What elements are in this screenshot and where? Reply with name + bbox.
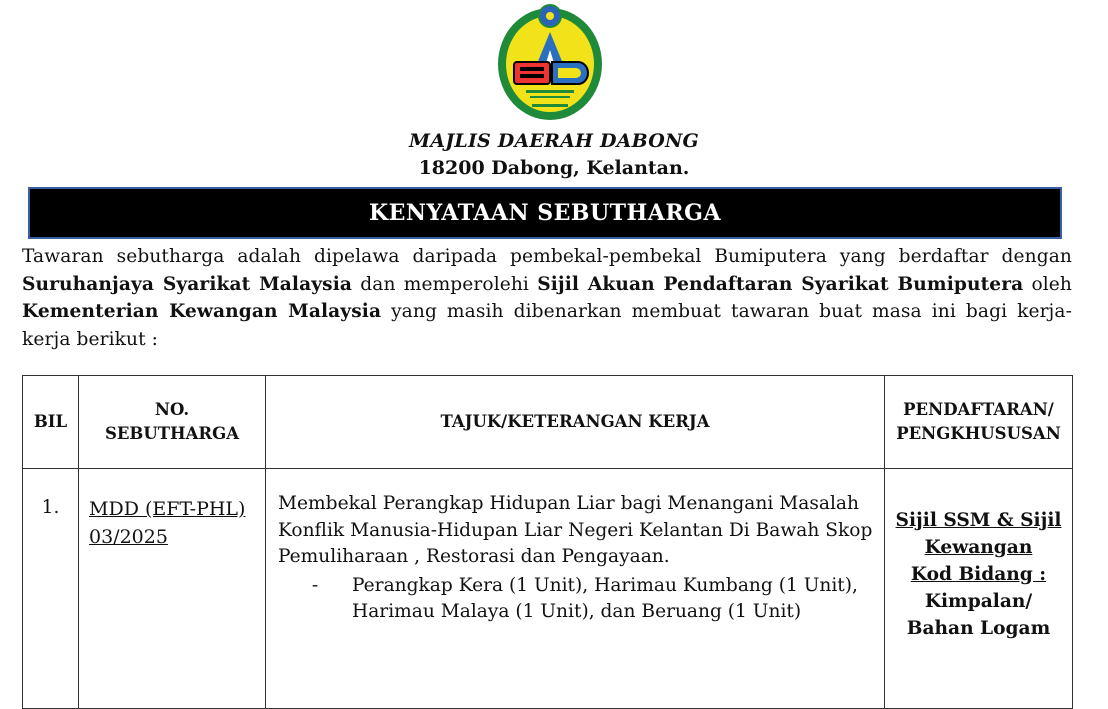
quotation-table — [22, 375, 1073, 709]
quotation-number-line[interactable]: 03/2025 — [89, 526, 168, 548]
intro-bold-ssm: Suruhanjaya Syarikat Malaysia — [22, 273, 353, 295]
description-bullet — [278, 573, 876, 626]
registration-line: Sijil SSM & Sijil — [895, 510, 1062, 531]
intro-text: Tawaran sebutharga adalah dipelawa daripada pembekal-pembekal Bumiputera yang berdaftar dengan — [22, 246, 1072, 267]
registration-line: Kimpalan/ — [924, 591, 1033, 612]
banner-title: KENYATAAN SEBUTHARGA — [368, 200, 722, 226]
table-header-row — [23, 376, 1073, 469]
registration-line: Bahan Logam — [906, 618, 1051, 639]
col-header-no-line: SEBUTHARGA — [104, 424, 240, 443]
col-header-no — [79, 376, 266, 469]
col-header-pendaftaran-line: PENGKHUSUSAN — [896, 424, 1061, 443]
quotation-number-line[interactable]: MDD (EFT-PHL) — [89, 498, 246, 520]
org-name: MAJLIS DAERAH DABONG — [409, 130, 699, 152]
bullet-text: Perangkap Kera (1 Unit), Harimau Kumbang (1 Unit), Harimau Malaya (1 Unit), dan Beruang (1 Unit) — [352, 574, 858, 622]
row-bil: 1. — [23, 469, 79, 709]
intro-paragraph — [22, 243, 1072, 353]
registration-line: Kewangan — [924, 537, 1033, 558]
registration-line: Kod Bidang : — [910, 564, 1047, 585]
notice-banner — [28, 187, 1062, 239]
description-text: Membekal Perangkap Hidupan Liar bagi Menangani Masalah Konflik Manusia-Hidupan Liar Negeri Kelantan Di Bawah Skop Pemuliharaan , Restorasi dan Pengayaan. — [278, 493, 873, 567]
intro-bold-certificate: Sijil Akuan Pendaftaran Syarikat Bumiputera — [537, 273, 1024, 295]
col-header-no-line: NO. — [154, 400, 190, 419]
col-header-pendaftaran-line: PENDAFTARAN/ — [903, 400, 1054, 419]
council-logo — [496, 4, 604, 122]
row-description — [266, 469, 885, 709]
intro-text: yang masih dibenarkan membuat tawaran buat masa ini bagi kerja-kerja berikut : — [22, 301, 1072, 350]
intro-bold-ministry: Kementerian Kewangan Malaysia — [22, 301, 382, 322]
col-header-tajuk: TAJUK/KETERANGAN KERJA — [266, 376, 885, 469]
col-header-pendaftaran — [885, 376, 1073, 469]
intro-text: dan memperolehi — [352, 273, 538, 295]
intro-text: oleh — [1023, 273, 1072, 295]
bullet-dash: - — [311, 574, 319, 596]
table-row — [23, 469, 1073, 709]
row-registration — [885, 469, 1073, 709]
row-quotation-number[interactable] — [79, 469, 266, 709]
org-address: 18200 Dabong, Kelantan. — [418, 157, 690, 179]
col-header-bil: BIL — [23, 376, 79, 469]
